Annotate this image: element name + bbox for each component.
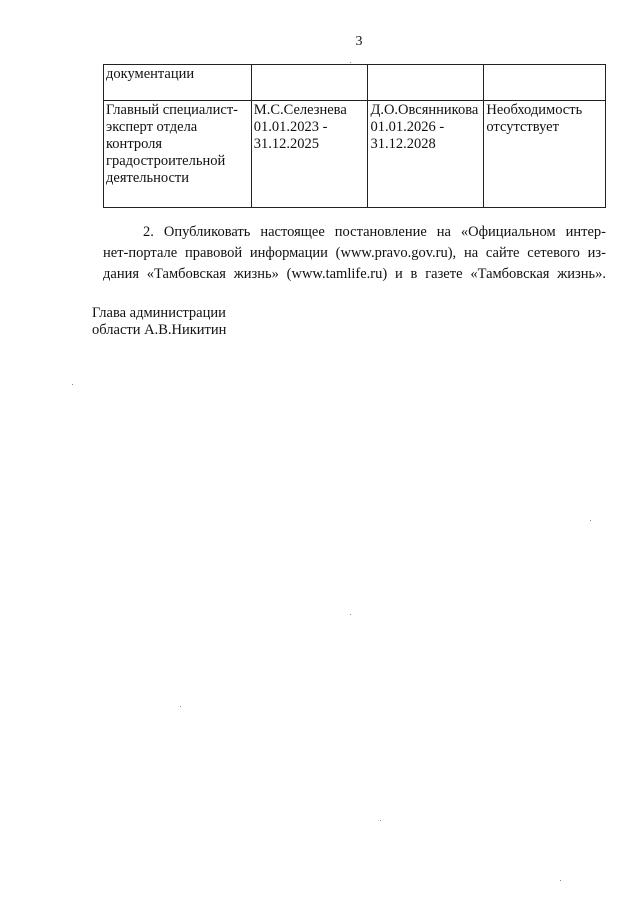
signature-title: Глава администрации [92,305,226,321]
table-row [104,65,606,101]
cell-line: градостроительной [106,153,226,169]
table-row [104,101,606,208]
paragraph-line: нет-портале правовой информации (www.pravo.gov.ru), на сайте сетевого из- [103,245,606,261]
cell-line: отсутствует [486,119,559,135]
scan-speck [590,520,591,521]
cell-line: контроля [106,136,163,152]
signature-name: области А.В.Никитин [92,322,227,338]
scan-speck [380,820,381,821]
cell-line: Д.О.Овсянникова [370,102,479,118]
cell-line: эксперт отдела [106,119,198,135]
cell-line: 01.01.2026 - [370,119,445,135]
cell-line: 31.12.2028 [370,136,436,152]
cell-line: деятельности [106,170,190,186]
table-cell-next-holder [368,65,484,101]
cell-line: Необходимость [486,102,583,118]
paragraph-line: 2. Опубликовать настоящее постановление на «Официальном интер- [143,224,606,240]
positions-table [103,64,606,208]
table-cell-position [104,101,252,208]
scan-speck [350,614,351,615]
table-cell-position [104,65,252,101]
page-number: 3 [355,34,363,49]
cell-line: 01.01.2023 - [253,119,328,135]
cell-line: 31.12.2025 [253,136,320,152]
publication-paragraph [103,222,606,285]
table-cell-note [484,65,606,101]
signature-block [92,305,226,339]
table-cell-current-holder [251,101,368,208]
paragraph-line: дания «Тамбовская жизнь» (www.tamlife.ru) и в газете «Тамбовская жизнь». [103,266,606,282]
table-cell-next-holder [368,101,484,208]
scan-speck [350,62,351,63]
cell-line: Главный специалист- [106,102,239,118]
scan-speck [72,384,73,385]
cell-line: документации [106,66,195,82]
scan-speck [180,706,181,707]
table-cell-current-holder [251,65,368,101]
table-cell-note [484,101,606,208]
scan-speck [560,880,561,881]
cell-line: М.С.Селезнева [253,102,347,118]
